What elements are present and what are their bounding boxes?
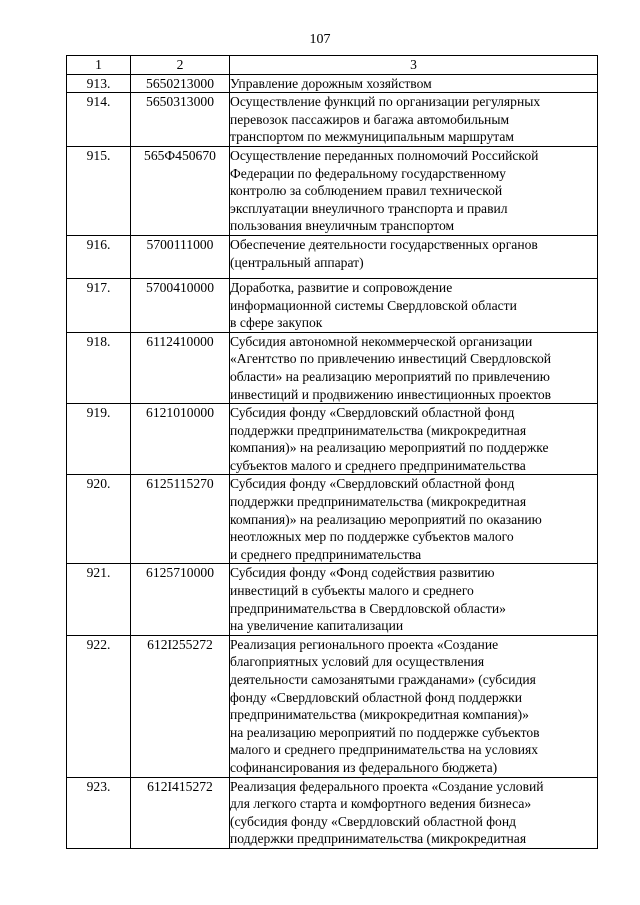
table-row [67,74,598,93]
description-line: транспортом по межмуниципальным маршрутам [230,129,515,145]
table-row [67,235,598,278]
classification-code: 6125710000 [131,564,230,635]
table-row [67,564,598,635]
description-line: поддержки предпринимательства (микрокредитная [230,494,527,510]
description-line: Управление дорожным хозяйством [230,75,432,91]
table-row [67,635,598,777]
item-description [230,235,598,278]
description-line: компания)» на реализацию мероприятий по поддержке [230,440,549,456]
row-number: 922. [67,635,131,777]
description-line: контролю за соблюдением правил технической [230,183,503,199]
classification-code: 6112410000 [131,332,230,403]
classification-code: 5650313000 [131,93,230,147]
table-row [67,332,598,403]
table-row [67,404,598,475]
table-row [67,777,598,848]
page-number: 107 [309,32,331,47]
description-line: в сфере закупок [230,315,323,331]
description-line: пользования внеуличным транспортом [230,218,455,234]
classification-code: 6121010000 [131,404,230,475]
description-line: области» на реализацию мероприятий по привлечению [230,368,550,384]
row-number: 915. [67,146,131,235]
row-number: 913. [67,74,131,93]
table-row [67,475,598,564]
description-line: Осуществление переданных полномочий Российской [230,147,539,163]
table-header-row [67,56,598,75]
description-line: фонду «Свердловский областной фонд поддержки [230,689,522,705]
item-description [230,332,598,403]
row-number: 914. [67,93,131,147]
classification-code: 5700111000 [131,235,230,278]
table-row [67,146,598,235]
item-description [230,74,598,93]
table-row [67,93,598,147]
description-line: Федерации по федеральному государственному [230,165,506,181]
row-number: 921. [67,564,131,635]
classification-code: 565Ф450670 [131,146,230,235]
classification-code: 612I415272 [131,777,230,848]
budget-classification-table [66,55,598,849]
item-description [230,278,598,332]
column-header-2: 2 [131,56,230,75]
description-line: Осуществление функций по организации регулярных [230,94,541,110]
description-line: Реализация регионального проекта «Создание [230,636,499,652]
row-number: 919. [67,404,131,475]
item-description [230,777,598,848]
description-line: компания)» на реализацию мероприятий по оказанию [230,511,542,527]
description-line: и среднего предпринимательства [230,546,422,562]
row-number: 920. [67,475,131,564]
description-line: деятельности самозанятыми гражданами» (субсидия [230,672,536,687]
description-line: предпринимательства (микрокредитная компания)» [230,707,529,723]
description-line: инвестиций и продвижению инвестиционных проектов [230,386,552,402]
description-line: на реализацию мероприятий по поддержке субъектов [230,724,540,740]
description-line: (субсидия фонду «Свердловский областной фонд [230,813,517,829]
row-number: 923. [67,777,131,848]
description-line: Реализация федерального проекта «Создание условий [230,778,544,794]
column-header-3: 3 [230,56,598,75]
table-row [67,278,598,332]
classification-code: 612I255272 [131,635,230,777]
description-line: благоприятных условий для осуществления [230,654,485,670]
row-number: 917. [67,278,131,332]
description-line: предпринимательства в Свердловской области» [230,600,506,616]
description-line: Обеспечение деятельности государственных органов [230,236,538,252]
description-line: Субсидия фонду «Свердловский областной фонд [230,405,515,421]
row-number: 918. [67,332,131,403]
classification-code: 5650213000 [131,74,230,93]
description-line: инвестиций в субъекты малого и среднего [230,583,474,599]
item-description [230,93,598,147]
description-line: информационной системы Свердловской области [230,297,517,313]
description-line: малого и среднего предпринимательства на условиях [230,742,539,758]
table-body [67,74,598,848]
description-line: перевозок пассажиров и багажа автомобильным [230,111,510,127]
description-line: поддержки предпринимательства (микрокредитная [230,831,527,847]
description-line: субъектов малого и среднего предпринимательства [230,457,526,473]
classification-code: 6125115270 [131,475,230,564]
description-line: для легкого старта и комфортного ведения бизнеса» [230,796,532,812]
description-line: «Агентство по привлечению инвестиций Свердловской [230,351,552,367]
item-description [230,475,598,564]
description-line: (центральный аппарат) [230,254,364,270]
item-description [230,564,598,635]
item-description [230,146,598,235]
description-line: эксплуатации внеуличного транспорта и правил [230,200,508,216]
item-description [230,635,598,777]
description-line: на увеличение капитализации [230,618,404,634]
row-number: 916. [67,235,131,278]
description-line: Субсидия фонду «Свердловский областной фонд [230,476,515,492]
description-line: поддержки предпринимательства (микрокредитная [230,422,527,438]
description-line: Субсидия фонду «Фонд содействия развитию [230,565,495,581]
description-line: софинансирования из федерального бюджета) [230,759,498,775]
column-header-1: 1 [67,56,131,75]
description-line: неотложных мер по поддержке субъектов малого [230,529,514,545]
description-line: Субсидия автономной некоммерческой организации [230,333,533,349]
classification-code: 5700410000 [131,278,230,332]
item-description [230,404,598,475]
description-line: Доработка, развитие и сопровождение [230,279,453,295]
